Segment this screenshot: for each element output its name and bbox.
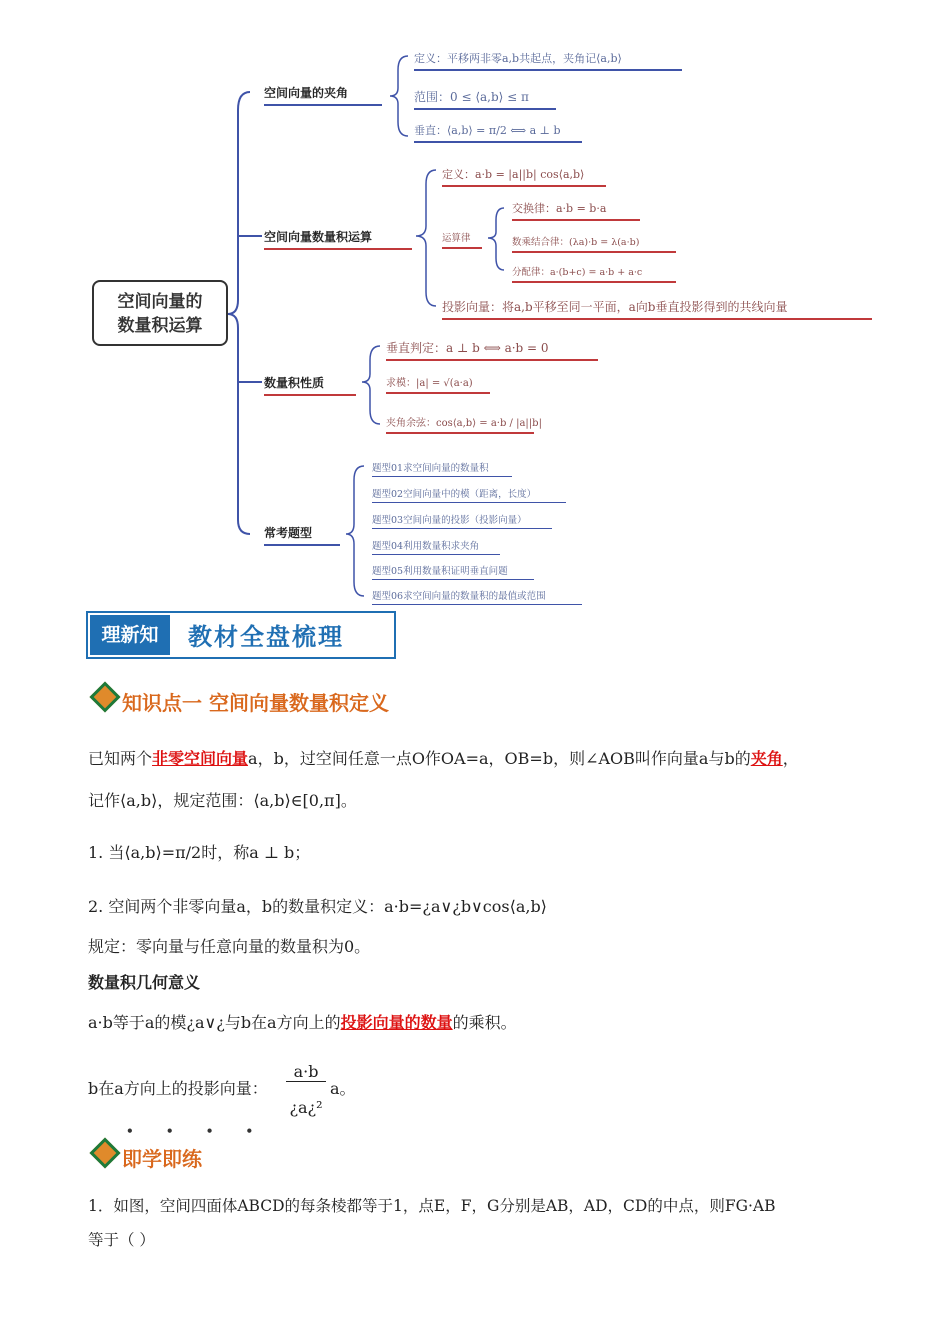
banner-right-title: 教材全盘梳理: [188, 623, 344, 651]
branch-properties: 数量积性质: [264, 374, 356, 396]
law-scalar-associative: 数乘结合律：(λa)·b = λ(a·b): [512, 234, 676, 253]
angle-perpendicular: 垂直：⟨a,b⟩ = π/2 ⟺ a ⊥ b: [414, 122, 582, 143]
center-line-2: 数量积运算: [117, 316, 203, 336]
diamond-icon: [89, 681, 120, 712]
projection-fraction-numerator: a·b: [286, 1062, 326, 1082]
p1-e: ，: [782, 749, 799, 768]
type-03: 题型03空间向量的投影（投影向量）: [372, 512, 552, 529]
diamond-icon-2: [89, 1137, 120, 1168]
geometric-meaning-heading: 数量积几何意义: [88, 973, 201, 992]
type-04: 题型04利用数量积求夹角: [372, 538, 500, 555]
cosine-formula: 夹角余弦：cos⟨a,b⟩ = a·b / |a||b|: [386, 414, 534, 434]
p1-keyword-angle: 夹角: [750, 749, 783, 768]
p1-c: a，b，过空间任意一点O作OA=a，OB=b，则∠AOB叫作向量a与b的: [248, 749, 751, 768]
projection-fraction-denominator: ¿a¿²: [289, 1098, 323, 1117]
projection-vector: 投影向量：将a,b平移至同一平面，a向b垂直投影得到的共线向量: [442, 298, 872, 320]
branch-common-types: 常考题型: [264, 524, 340, 546]
p7-c: 的乘积。: [452, 1013, 517, 1032]
p1-keyword-nonzero: 非零空间向量: [152, 749, 249, 768]
projection-vector-text: b在a方向上的投影向量：: [88, 1079, 268, 1098]
type-06: 题型06求空间向量的数量积的最值或范围: [372, 588, 582, 605]
magnitude-formula: 求模：|a| = √(a·a): [386, 374, 490, 394]
p1-a: 已知两个: [88, 749, 153, 768]
perpendicular-test: 垂直判定：a ⊥ b ⟺ a·b = 0: [386, 339, 598, 361]
angle-definition: 定义：平移两非零a,b共起点，夹角记⟨a,b⟩: [414, 50, 682, 71]
emphasis-dots: • • • •: [126, 1124, 268, 1138]
projection-fraction-tail: a。: [330, 1079, 356, 1098]
law-distributive: 分配律：a·(b+c) = a·b + a·c: [512, 264, 676, 283]
law-commutative: 交换律：a·b = b·a: [512, 200, 640, 221]
branch-dot-product: 空间向量数量积运算: [264, 228, 412, 250]
definition-paragraph-line1: [88, 746, 799, 769]
branch-angle: 空间向量的夹角: [264, 84, 382, 106]
angle-range: 范围：0 ≤ ⟨a,b⟩ ≤ π: [414, 88, 556, 110]
operation-laws: 运算律: [442, 230, 482, 249]
question-1-line1: 1．如图，空间四面体ABCD的每条棱都等于1，点E，F，G分别是AB，AD，CD的中点，则FG·AB: [88, 1197, 776, 1215]
knowledge-point-title: 知识点一 空间向量数量积定义: [122, 691, 389, 715]
geometric-meaning-text: [88, 1010, 517, 1033]
point-1: 1. 当⟨a,b⟩=π/2时，称a ⊥ b；: [88, 843, 311, 862]
practice-title: 即学即练: [122, 1147, 202, 1171]
center-line-1: 空间向量的: [117, 292, 203, 312]
zero-vector-rule: 规定：零向量与任意向量的数量积为0。: [88, 937, 371, 956]
type-02: 题型02空间向量中的模（距离，长度）: [372, 486, 566, 503]
type-01: 题型01求空间向量的数量积: [372, 460, 512, 477]
question-1-line2: 等于（ ）: [88, 1231, 155, 1249]
section-banner: [86, 611, 396, 659]
point-2: 2. 空间两个非零向量a，b的数量积定义：a·b=¿a∨¿b∨cos⟨a,b⟩: [88, 897, 547, 916]
banner-left-label: 理新知: [90, 615, 170, 655]
p7-keyword-projection: 投影向量的数量: [340, 1013, 453, 1032]
type-05: 题型05利用数量积证明垂直问题: [372, 563, 534, 580]
p7-a: a·b等于a的模¿a∨¿与b在a方向上的: [88, 1013, 341, 1032]
definition-paragraph-line2: 记作⟨a,b⟩，规定范围：⟨a,b⟩∈[0,π]。: [88, 791, 357, 810]
mindmap-center: [92, 280, 228, 346]
dot-definition: 定义：a·b = |a||b| cos⟨a,b⟩: [442, 166, 606, 187]
